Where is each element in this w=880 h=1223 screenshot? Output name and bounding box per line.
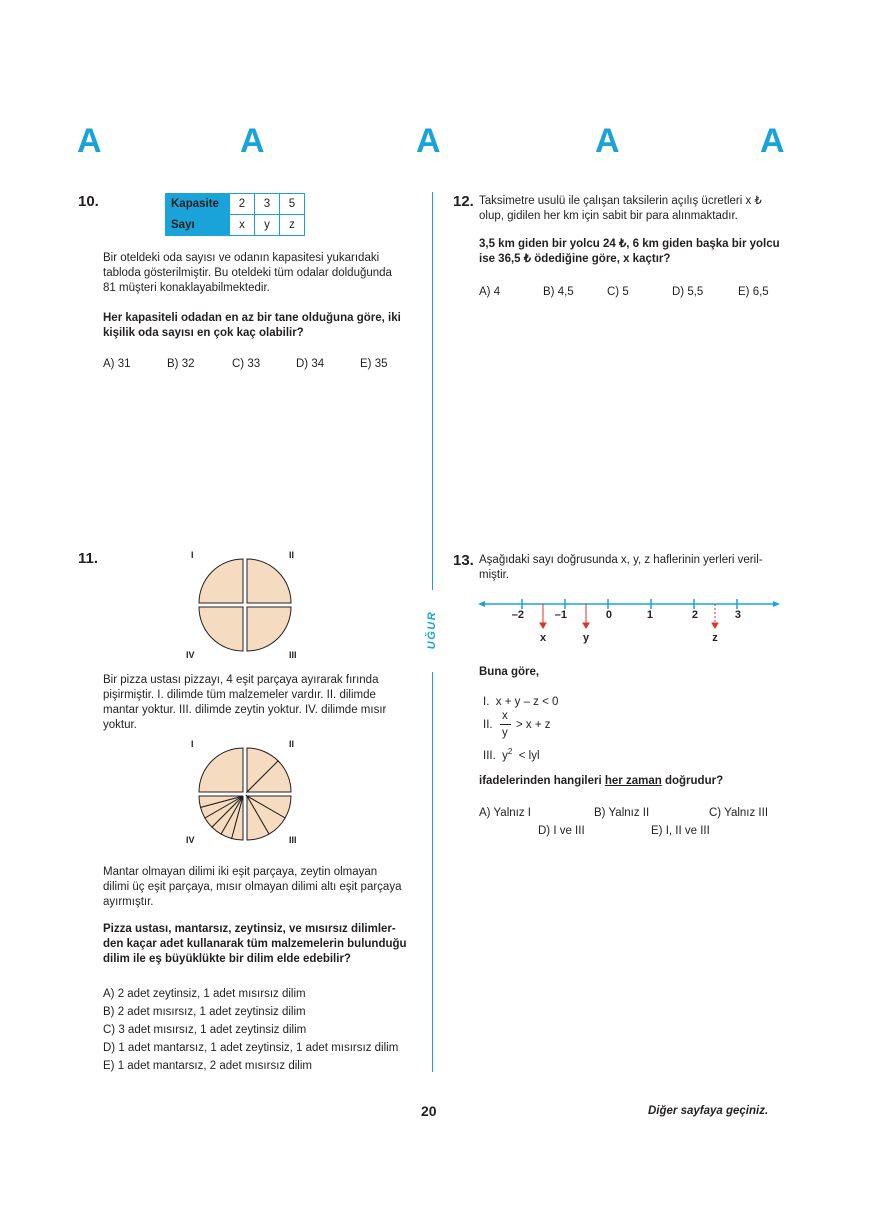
question-text: Taksimetre usulü ile çalışan taksilerin açılış ücretleri x ₺ olup, gidilen her km için sabit bir para alınmaktadır. — [479, 195, 762, 222]
question-number: 10. — [78, 193, 99, 210]
booklet-letter: A — [77, 122, 102, 160]
question-number: 13. — [453, 552, 474, 569]
next-page-note: Diğer sayfaya geçiniz. — [648, 1105, 769, 1117]
booklet-letter: A — [595, 122, 620, 160]
slice-label: IV — [186, 650, 195, 660]
option-c[interactable]: C) 5 — [607, 286, 629, 298]
question-text: Aşağıdaki sayı doğrusunda x, y, z haflerinin yerleri veril- miştir. — [479, 554, 763, 581]
arrow-down-icon — [540, 623, 546, 628]
question-text: Mantar olmayan dilimi iki eşit parçaya, zeytin olmayan dilimi üç eşit parçaya, mısır olmayan dilimi altı eşit parçaya ayırmıştır. — [103, 866, 402, 908]
question-prompt: Pizza ustası, mantarsız, zeytinsiz, ve mısırsız dilimler- den kaçar adet kullanarak tüm malzemelerin bulunduğu dilim ile eş büyüklükte bir dilim elde edebilir? — [103, 923, 407, 965]
question-text: Bir oteldeki oda sayısı ve odanın kapasitesi yukarıdaki tabloda gösterilmiştir. Bu oteldeki tüm odalar dolduğunda 81 müşteri konaklayabilmektedir. — [103, 252, 392, 294]
statement-1: I. x + y – z < 0 — [483, 696, 559, 708]
table-cell: 3 — [255, 194, 280, 215]
option-c[interactable]: C) 3 adet mısırsız, 1 adet zeytinsiz dilim — [103, 1024, 307, 1036]
pizza-slice-ii — [247, 559, 291, 603]
slice-label: III — [289, 650, 297, 660]
tick-label: 3 — [734, 609, 741, 621]
tick-label: 0 — [605, 609, 612, 621]
booklet-letter: A — [240, 122, 265, 160]
statement-3: III. $y^2$ < lyl — [483, 747, 540, 762]
option-d[interactable]: D) 5,5 — [672, 286, 704, 298]
fraction-bar — [500, 724, 511, 725]
option-a[interactable]: A) 2 adet zeytinsiz, 1 adet mısırsız dilim — [103, 988, 306, 1000]
slice-label: III — [289, 835, 297, 845]
question-prompt: 3,5 km giden bir yolcu 24 ₺, 6 km giden başka bir yolcu ise 36,5 ₺ ödediğine göre, x kaçtır? — [479, 238, 780, 265]
column-divider — [432, 192, 433, 590]
slice-label: I — [191, 739, 194, 749]
table-cell: x — [230, 215, 255, 236]
pizza-figure-1 — [180, 545, 310, 665]
question-number: 12. — [453, 193, 474, 210]
slice-label: II — [289, 739, 295, 749]
tick-label: 2 — [691, 609, 698, 621]
pizza-slice-i — [199, 559, 243, 603]
tick-label: –1 — [554, 609, 567, 621]
option-a[interactable]: A) Yalnız I — [479, 807, 531, 819]
table-cell: 2 — [230, 194, 255, 215]
question-number: 11. — [78, 550, 99, 567]
option-e[interactable]: E) 1 adet mantarsız, 2 adet mısırsız dilim — [103, 1060, 312, 1072]
option-a[interactable]: A) 31 — [103, 358, 131, 370]
arrow-right-icon — [773, 601, 780, 607]
option-b[interactable]: B) 4,5 — [543, 286, 574, 298]
option-b[interactable]: B) Yalnız II — [594, 807, 650, 819]
slice-label: IV — [186, 835, 195, 845]
option-d[interactable]: D) 1 adet mantarsız, 1 adet zeytinsiz, 1 adet mısırsız dilim — [103, 1042, 399, 1054]
slice-label: II — [289, 550, 295, 560]
pizza-figure-2 — [180, 734, 310, 854]
question-prompt: Her kapasiteli odadan en az bir tane olduğuna göre, iki kişilik oda sayısı en çok kaç olabilir? — [103, 312, 401, 339]
option-b[interactable]: B) 32 — [167, 358, 195, 370]
arrow-down-icon — [712, 623, 718, 628]
option-d[interactable]: D) 34 — [296, 358, 325, 370]
table-cell: 5 — [280, 194, 305, 215]
option-e[interactable]: E) 35 — [360, 358, 388, 370]
pizza-slice-i — [199, 748, 243, 792]
tick-label: –2 — [511, 609, 524, 621]
number-line — [470, 592, 790, 648]
pizza-slice-iii — [247, 607, 291, 651]
spine-label — [420, 608, 444, 652]
tick-label: 1 — [646, 609, 653, 621]
booklet-letter: A — [760, 122, 785, 160]
option-d[interactable]: D) I ve III — [538, 825, 585, 837]
option-c[interactable]: C) Yalnız III — [709, 807, 769, 819]
booklet-letter: A — [416, 122, 441, 160]
table-cell: y — [255, 215, 280, 236]
option-e[interactable]: E) I, II ve III — [651, 825, 710, 837]
page-number: 20 — [421, 1103, 437, 1119]
capacity-table — [165, 193, 305, 236]
spine-text: UĞUR — [425, 610, 438, 650]
option-a[interactable]: A) 4 — [479, 286, 501, 298]
point-label: x — [539, 632, 547, 644]
option-e[interactable]: E) 6,5 — [738, 286, 769, 298]
table-header: Kapasite — [166, 194, 230, 215]
options-list — [103, 985, 398, 1075]
question-text: Bir pizza ustası pizzayı, 4 eşit parçaya ayırarak fırında pişirmiştir. I. dilimde tüm malzemeler vardır. II. dilimde mantar yoktur. III. dilimde zeytin yoktur. IV. dilimde mısır yoktur. — [103, 674, 387, 731]
option-b[interactable]: B) 2 adet mısırsız, 1 adet zeytinsiz dilim — [103, 1006, 306, 1018]
pizza-slice-iv — [199, 607, 243, 651]
arrow-left-icon — [478, 601, 485, 607]
table-cell: z — [280, 215, 305, 236]
question-prompt: ifadelerinden hangileri her zaman doğrudur? — [479, 775, 724, 787]
slice-label: I — [191, 550, 194, 560]
point-label: z — [712, 632, 718, 644]
point-label: y — [582, 632, 590, 644]
option-c[interactable]: C) 33 — [232, 358, 261, 370]
arrow-down-icon — [583, 623, 589, 628]
column-divider — [432, 672, 433, 1072]
table-header: Sayı — [166, 215, 230, 236]
buna-gore: Buna göre, — [479, 666, 540, 678]
